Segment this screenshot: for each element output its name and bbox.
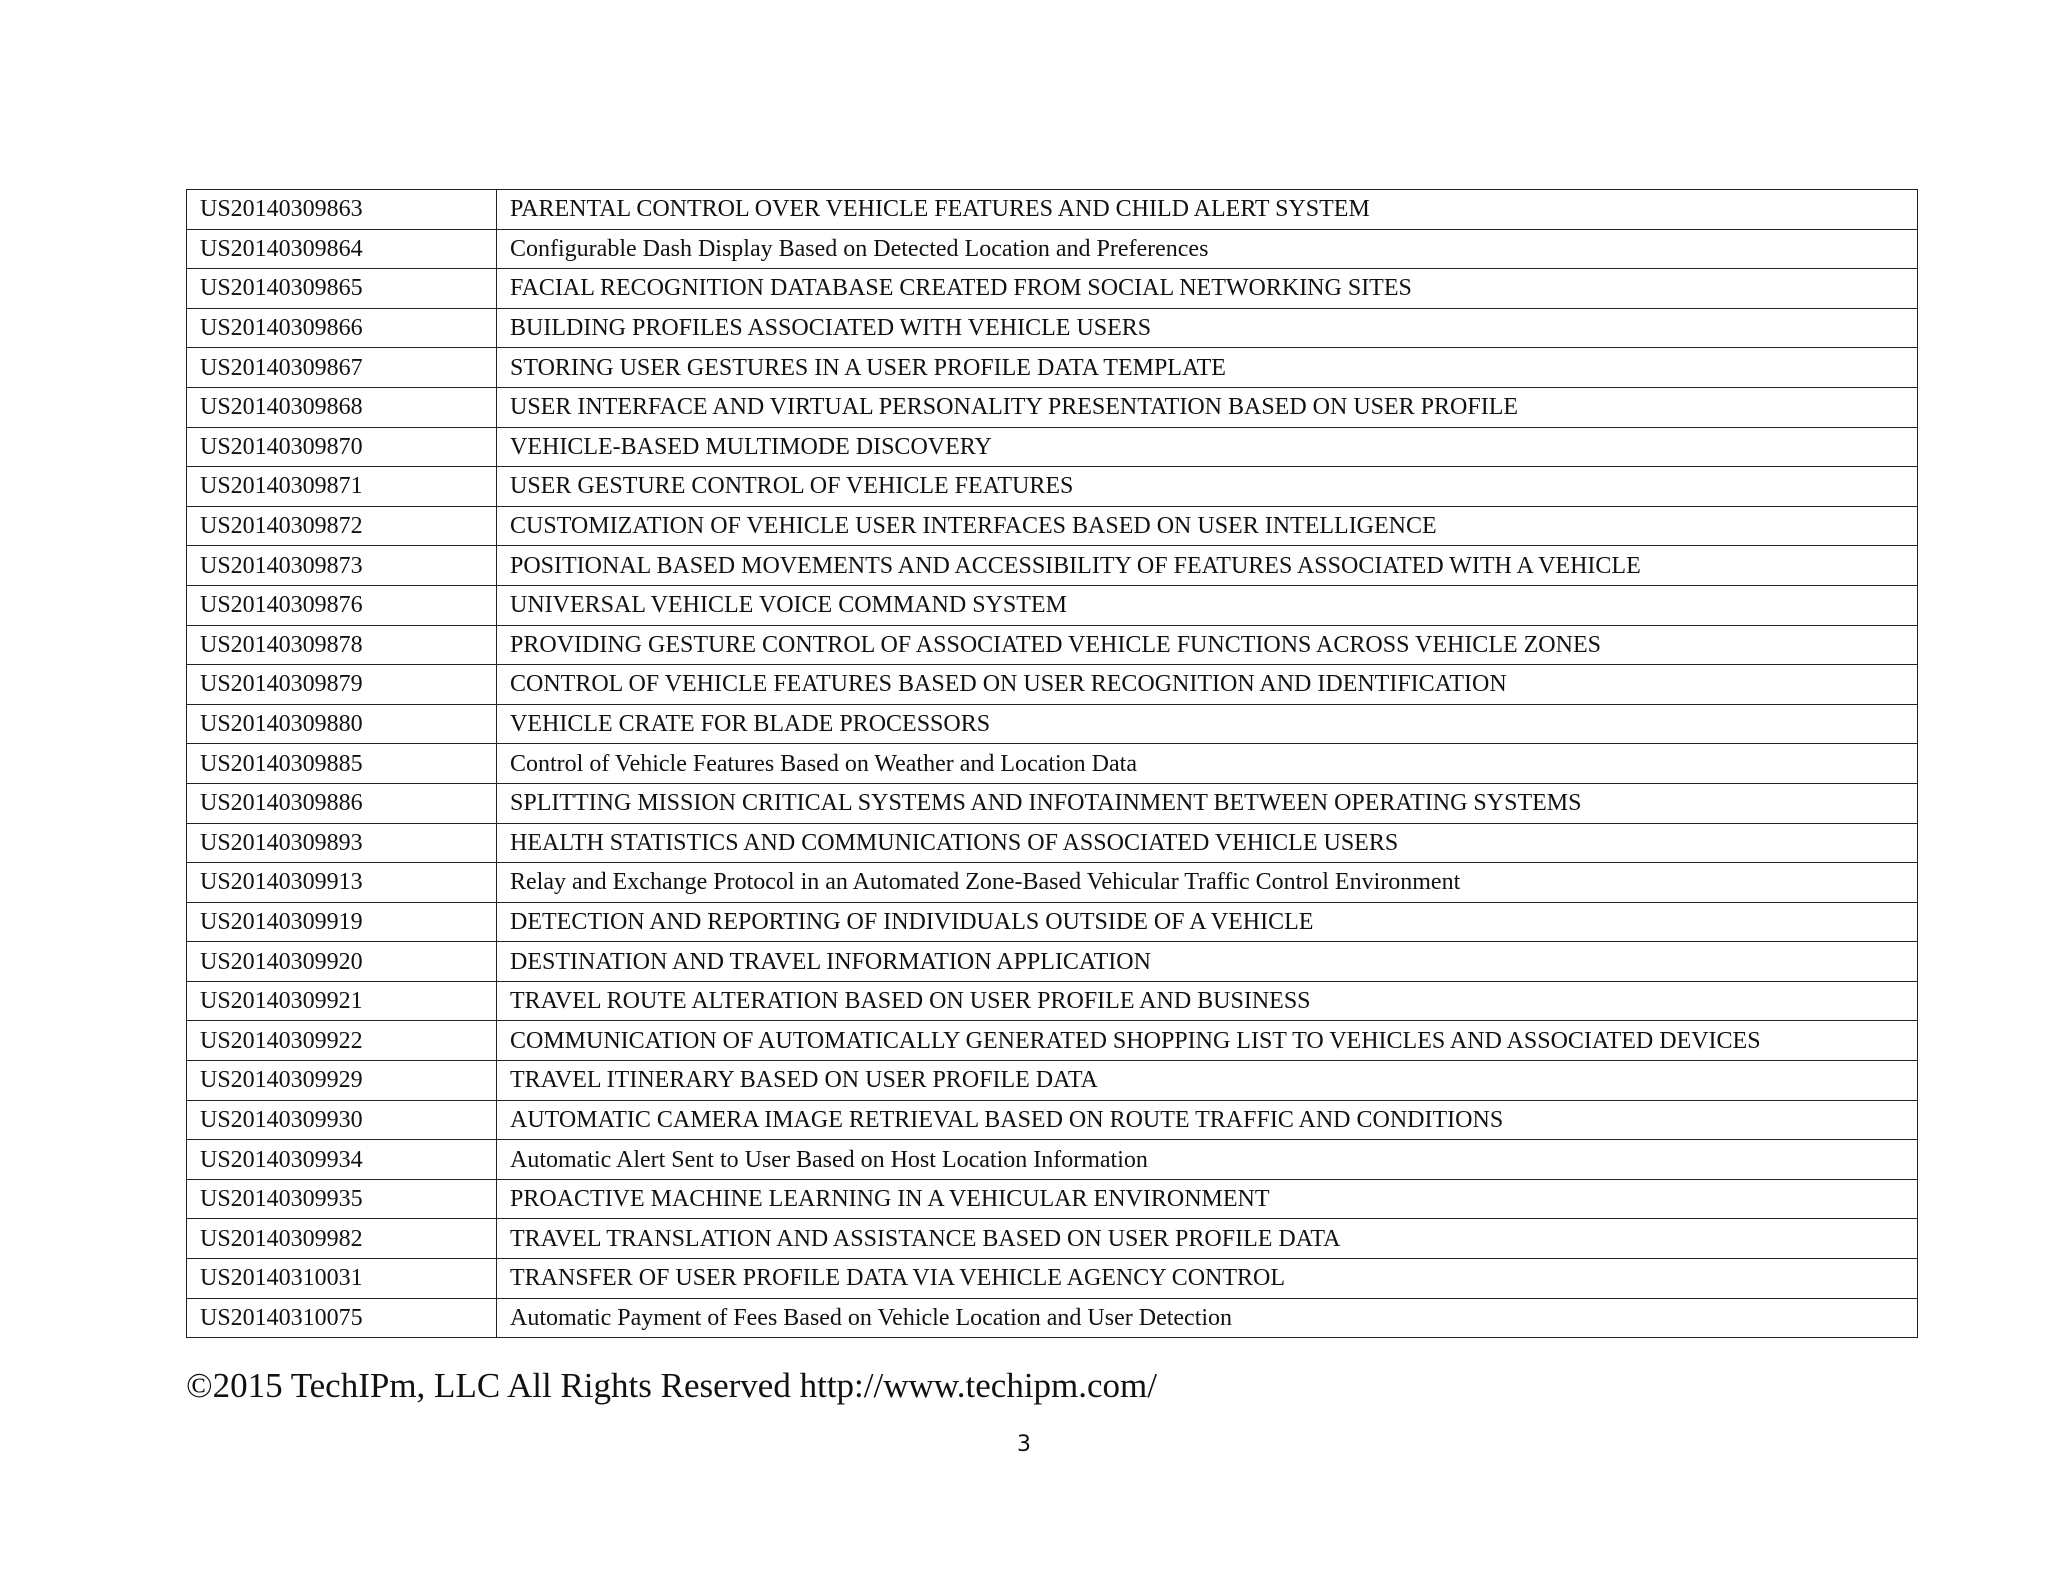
table-row (187, 269, 1918, 309)
table-row (187, 1179, 1918, 1219)
table-row (187, 1021, 1918, 1061)
table-row (187, 665, 1918, 705)
patent-title-cell: Relay and Exchange Protocol in an Automated Zone-Based Vehicular Traffic Control Environment (497, 863, 1918, 903)
patent-title-cell: HEALTH STATISTICS AND COMMUNICATIONS OF ASSOCIATED VEHICLE USERS (497, 823, 1918, 863)
patent-title-cell: PROVIDING GESTURE CONTROL OF ASSOCIATED VEHICLE FUNCTIONS ACROSS VEHICLE ZONES (497, 625, 1918, 665)
patent-title-cell: Configurable Dash Display Based on Detected Location and Preferences (497, 229, 1918, 269)
patent-number-cell: US20140309863 (187, 190, 497, 230)
patent-number-cell: US20140309865 (187, 269, 497, 309)
patent-number-cell: US20140309934 (187, 1140, 497, 1180)
patent-title-cell: VEHICLE-BASED MULTIMODE DISCOVERY (497, 427, 1918, 467)
table-row (187, 546, 1918, 586)
patent-number-cell: US20140309867 (187, 348, 497, 388)
patent-number-cell: US20140309886 (187, 783, 497, 823)
patent-title-cell: CUSTOMIZATION OF VEHICLE USER INTERFACES BASED ON USER INTELLIGENCE (497, 506, 1918, 546)
patent-title-cell: TRAVEL ITINERARY BASED ON USER PROFILE DATA (497, 1061, 1918, 1101)
patent-number-cell: US20140309919 (187, 902, 497, 942)
patent-number-cell: US20140309879 (187, 665, 497, 705)
table-row (187, 744, 1918, 784)
patent-title-cell: Control of Vehicle Features Based on Weather and Location Data (497, 744, 1918, 784)
patent-title-cell: Automatic Payment of Fees Based on Vehicle Location and User Detection (497, 1298, 1918, 1338)
patent-title-cell: PARENTAL CONTROL OVER VEHICLE FEATURES AND CHILD ALERT SYSTEM (497, 190, 1918, 230)
patent-table-body (187, 190, 1918, 1338)
page-number: 3 (1017, 1432, 1031, 1457)
patent-title-cell: TRAVEL TRANSLATION AND ASSISTANCE BASED ON USER PROFILE DATA (497, 1219, 1918, 1259)
patent-title-cell: PROACTIVE MACHINE LEARNING IN A VEHICULAR ENVIRONMENT (497, 1179, 1918, 1219)
table-row (187, 981, 1918, 1021)
patent-title-cell: FACIAL RECOGNITION DATABASE CREATED FROM SOCIAL NETWORKING SITES (497, 269, 1918, 309)
patent-number-cell: US20140309872 (187, 506, 497, 546)
table-row (187, 783, 1918, 823)
patent-number-cell: US20140309868 (187, 387, 497, 427)
table-row (187, 308, 1918, 348)
patent-title-cell: Automatic Alert Sent to User Based on Host Location Information (497, 1140, 1918, 1180)
patent-number-cell: US20140309870 (187, 427, 497, 467)
table-row (187, 585, 1918, 625)
patent-title-cell: TRAVEL ROUTE ALTERATION BASED ON USER PROFILE AND BUSINESS (497, 981, 1918, 1021)
patent-title-cell: BUILDING PROFILES ASSOCIATED WITH VEHICLE USERS (497, 308, 1918, 348)
patent-title-cell: TRANSFER OF USER PROFILE DATA VIA VEHICLE AGENCY CONTROL (497, 1259, 1918, 1299)
patent-number-cell: US20140309982 (187, 1219, 497, 1259)
table-row (187, 1100, 1918, 1140)
patent-number-cell: US20140309920 (187, 942, 497, 982)
patent-title-cell: DETECTION AND REPORTING OF INDIVIDUALS OUTSIDE OF A VEHICLE (497, 902, 1918, 942)
patent-title-cell: UNIVERSAL VEHICLE VOICE COMMAND SYSTEM (497, 585, 1918, 625)
patent-number-cell: US20140309885 (187, 744, 497, 784)
table-row (187, 467, 1918, 507)
table-row (187, 427, 1918, 467)
patent-title-cell: CONTROL OF VEHICLE FEATURES BASED ON USER RECOGNITION AND IDENTIFICATION (497, 665, 1918, 705)
patent-title-cell: AUTOMATIC CAMERA IMAGE RETRIEVAL BASED ON ROUTE TRAFFIC AND CONDITIONS (497, 1100, 1918, 1140)
patent-number-cell: US20140309929 (187, 1061, 497, 1101)
patent-number-cell: US20140309922 (187, 1021, 497, 1061)
table-row (187, 190, 1918, 230)
table-row (187, 902, 1918, 942)
patent-number-cell: US20140309878 (187, 625, 497, 665)
patent-title-cell: VEHICLE CRATE FOR BLADE PROCESSORS (497, 704, 1918, 744)
table-row (187, 229, 1918, 269)
patent-number-cell: US20140310075 (187, 1298, 497, 1338)
table-row (187, 1298, 1918, 1338)
table-row (187, 704, 1918, 744)
patent-number-cell: US20140309935 (187, 1179, 497, 1219)
patent-number-cell: US20140309866 (187, 308, 497, 348)
patent-number-cell: US20140309921 (187, 981, 497, 1021)
patent-table (186, 189, 1918, 1338)
patent-number-cell: US20140309871 (187, 467, 497, 507)
patent-number-cell: US20140309913 (187, 863, 497, 903)
table-row (187, 863, 1918, 903)
table-row (187, 942, 1918, 982)
patent-title-cell: COMMUNICATION OF AUTOMATICALLY GENERATED SHOPPING LIST TO VEHICLES AND ASSOCIATED DEVICES (497, 1021, 1918, 1061)
table-row (187, 387, 1918, 427)
table-row (187, 823, 1918, 863)
table-row (187, 1219, 1918, 1259)
table-row (187, 348, 1918, 388)
patent-number-cell: US20140309930 (187, 1100, 497, 1140)
patent-number-cell: US20140309893 (187, 823, 497, 863)
patent-title-cell: USER GESTURE CONTROL OF VEHICLE FEATURES (497, 467, 1918, 507)
patent-title-cell: DESTINATION AND TRAVEL INFORMATION APPLICATION (497, 942, 1918, 982)
patent-title-cell: POSITIONAL BASED MOVEMENTS AND ACCESSIBILITY OF FEATURES ASSOCIATED WITH A VEHICLE (497, 546, 1918, 586)
patent-number-cell: US20140309864 (187, 229, 497, 269)
table-row (187, 1140, 1918, 1180)
patent-number-cell: US20140309873 (187, 546, 497, 586)
patent-title-cell: SPLITTING MISSION CRITICAL SYSTEMS AND INFOTAINMENT BETWEEN OPERATING SYSTEMS (497, 783, 1918, 823)
table-row (187, 506, 1918, 546)
patent-number-cell: US20140309880 (187, 704, 497, 744)
table-row (187, 1259, 1918, 1299)
table-row (187, 625, 1918, 665)
copyright-notice: ©2015 TechIPm, LLC All Rights Reserved http://www.techipm.com/ (186, 1366, 1157, 1405)
patent-title-cell: STORING USER GESTURES IN A USER PROFILE DATA TEMPLATE (497, 348, 1918, 388)
patent-number-cell: US20140310031 (187, 1259, 497, 1299)
patent-title-cell: USER INTERFACE AND VIRTUAL PERSONALITY PRESENTATION BASED ON USER PROFILE (497, 387, 1918, 427)
table-row (187, 1061, 1918, 1101)
patent-number-cell: US20140309876 (187, 585, 497, 625)
